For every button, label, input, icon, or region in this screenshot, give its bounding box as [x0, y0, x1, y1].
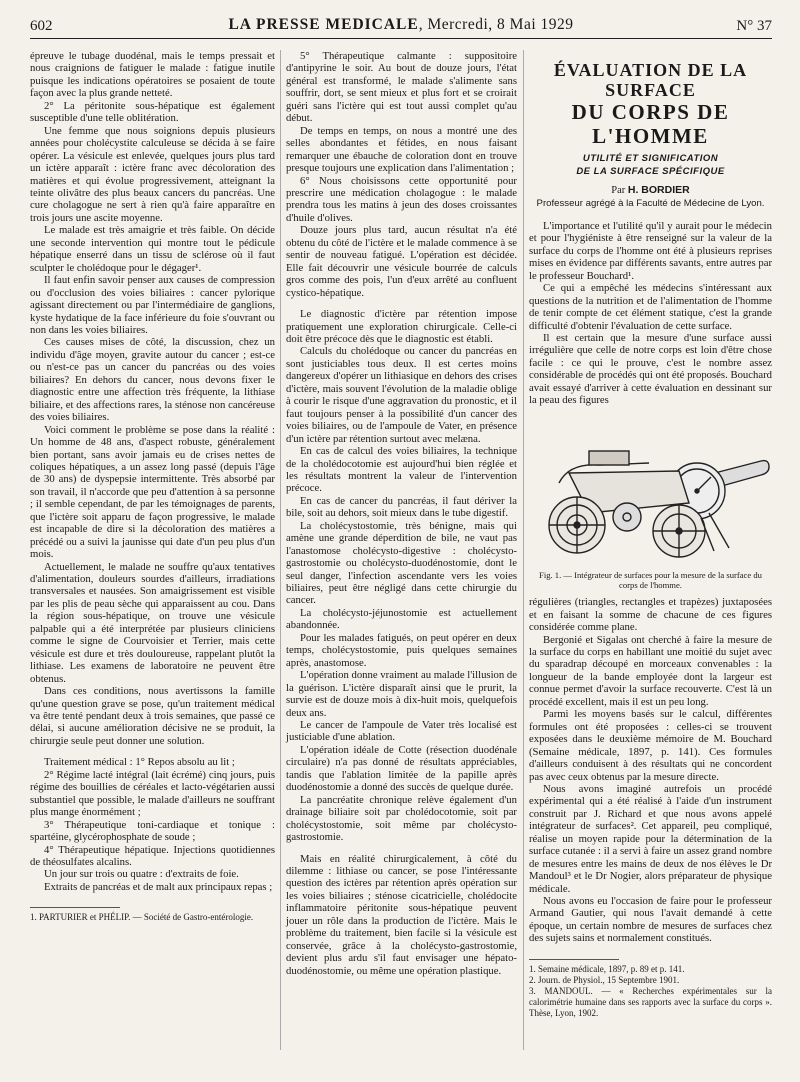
header-rule — [30, 38, 772, 39]
paragraph: L'opération donne vraiment au malade l'illusion de la guérison. L'ictère disparaît ainsi que le prurit, la survie est de douze mois à dix-huit mois, quelquefois deux ans. — [286, 669, 517, 719]
article-title-line-1: ÉVALUATION DE LA SURFACE — [553, 60, 748, 100]
paragraph: En cas de calcul des voies biliaires, la technique de la cholédocotomie est aujourd'hui bien réglée et les résultats montrent la valeur de l'intervention précoce. — [286, 445, 517, 495]
page-header — [30, 16, 772, 38]
issue-number: N° 37 — [736, 18, 772, 34]
paragraph: Traitement médical : 1° Repos absolu au lit ; — [44, 756, 235, 769]
article-subtitle-line-2: DE LA SURFACE SPÉCIFIQUE — [576, 166, 725, 177]
paragraph: régulières (triangles, rectangles et trapèzes) juxtaposées et en faisant la somme de chacune de ces figures considérée comme plane. — [529, 596, 772, 634]
paragraph: Un jour sur trois ou quatre : d'extraits de foie. — [44, 868, 239, 881]
paragraph: Ce qui a empêché les médecins s'intéressant aux questions de la nutrition et de l'alimentation de l'homme de tenir compte de cet élément statique, c'est la grande difficulté d'obtenir l'évaluation de cette surface. — [529, 282, 772, 332]
surface-integrator-illustration — [529, 413, 772, 563]
journal-masthead — [30, 16, 772, 34]
paragraph: Nous avons eu l'occasion de faire pour le professeur Armand Gautier, qui nous l'avait demandé à cette époque, un certain nombre de mesures de surfaces chez des sujets sains et normalement constitués. — [529, 895, 772, 945]
paragraph: Ces causes mises de côté, la discussion, chez un individu d'âge moyen, gravite autour du cancer ; est-ce ou n'est-ce pas un cancer du pancréas ou des voies biliaires? En dehors du cancer, nous devons fixer le diagnostic entre une affection très fréquente, la lithiase biliaire, et des affections rares, la sténose non cancéreuse des voies biliaires. — [30, 336, 275, 424]
author-affiliation: Professeur agrégé à la Faculté de Médecine de Lyon. — [536, 198, 765, 210]
paragraph: Nous avons imaginé autrefois un procédé expérimental qui a été réalisé à l'aide d'un instrument construit par J. Richard et que nous avons appelé intégrateur de surfaces². Cet appareil, peu compliqué, réalise un moyen rapide pour la détermination de la surface cutanée : il a servi à faire un assez grand nombre de mesures entre les mains de deux de nos élèves le Dr Mandoul³ et le Dr Nogier, alors préparateur de physique médicale. — [529, 782, 772, 895]
paragraph: La cholécysto-jéjunostomie est actuellement abandonnée. — [286, 606, 517, 632]
byline-prefix: Par — [611, 185, 628, 196]
paragraph: 2° Régime lacté intégral (lait écrémé) cinq jours, puis régime des bouillies de céréales et lacto-végétarien aussi substantiel que possible, le malade d'ailleurs ne souffrant plus mange énormément ; — [30, 768, 275, 819]
column-divider — [523, 50, 524, 1050]
column-divider — [280, 50, 281, 1050]
paragraph: Il faut enfin savoir penser aux causes de compression ou d'occlusion des voies biliaires : cancer pylorique agissant directement ou par l'intermédiaire de ganglions, kyste hydatique de la face inférieure du foie s'ouvrant ou non dans les voies biliaires. — [30, 274, 275, 336]
paragraph: Le malade est très amaigrie et très faible. On décide une seconde intervention qui montre tout le pédicule hépatique enserré dans un tissu de sclérose où il faut sculpter le cholédoque pour le dégager¹. — [30, 224, 275, 274]
paragraph: 4° Thérapeutique hépatique. Injections quotidiennes de théosulfates alcalins. — [30, 843, 275, 868]
paragraph: Une femme que nous soignions depuis plusieurs années pour cholécystite calculeuse se décida à se faire opérer. La vésicule est enlevée, quelques jours plus tard un ictère apparaît : ictère franc avec décoloration des matières et qui évolue progressivement, atteignant la teinte olivâtre des plus beaux cancers du pancréas. Une cure cholagogue ne sert à rien qu'à faire apparaître en trois jours une ascite moyenne. — [30, 124, 275, 224]
footnote-rule — [529, 959, 619, 960]
paragraph: Actuellement, le malade ne souffre qu'aux tentatives d'alimentation, douleurs sourdes d'ailleurs, irradiations transversales et nausées. Son amaigrissement est visible par les plis de peau sèche qui apparaissent au cou. Dans la région sous-hépatique, on trouve une vésicule palpable qui a été interprétée par plusieurs cliniciens comme le signe de Courvoisier et Terrier, mais cette vésicule est dure et très douloureuse, rappelant plutôt la lithiase. Les examens de laboratoire ne peuvent être obtenus. — [30, 560, 275, 685]
page-number: 602 — [30, 18, 53, 34]
paragraph: Dans ces conditions, nous avertissons la famille qu'une question grave se pose, qu'un traitement médical va être tenté pendant deux à trois semaines, que passé ce délai, si aucune amélioration décisive ne se produit, la chirurgie seule peut donner une solution. — [30, 685, 275, 747]
paragraph: épreuve le tubage duodénal, mais le temps pressait et nous craignions de fatiguer le malade : fatigue inutile puisque les indications opératoires se posaient de toute façon avec la plus grande netteté. — [30, 50, 275, 100]
paragraph: De temps en temps, on nous a montré une des selles abondantes et fétides, en nous faisant remarquer une ébauche de coloration dont en trouve presque toujours une explication dans l'alimentation ; — [286, 124, 517, 175]
paragraph: Le diagnostic d'ictère par rétention impose pratiquement une exploration chirurgicale. Celle-ci doit être précoce dès que le diagnostic est établi. — [286, 308, 517, 345]
author-name: H. BORDIER — [627, 184, 690, 196]
paragraph: En cas de cancer du pancréas, il faut dériver la bile, soit au dehors, soit mieux dans le tube digestif. — [286, 494, 517, 520]
column-2 — [286, 50, 517, 977]
footnote: 2. Journ. de Physiol., 15 Septembre 1901. — [529, 974, 680, 985]
paragraph: Bergonié et Sigalas ont cherché à faire la mesure de la surface du corps en habillant une moitié du sujet avec du sparadrap découpé en morceaux convenables : la longueur de la bande employée dont la largeur est connue permet d'avoir la surface recouverte. C'est là un procédé excellent, mais il est un peu long. — [529, 633, 772, 708]
paragraph: Extraits de pancréas et de malt aux principaux repas ; — [44, 880, 273, 893]
paragraph: Le cancer de l'ampoule de Vater très localisé est justiciable d'une ablation. — [286, 719, 517, 744]
column-3 — [529, 50, 772, 1019]
paragraph: Pour les malades fatigués, on peut opérer en deux temps, cholécystostomie, puis quelques semaines après, anastomose. — [286, 631, 517, 669]
journal-title: LA PRESSE MEDICALE — [228, 16, 419, 33]
article-title-line-2: DU CORPS DE L'HOMME — [571, 100, 730, 148]
column-1 — [30, 50, 275, 923]
paragraph: 3° Thérapeutique toni-cardiaque et tonique : spartéine, glycérophosphate de soude ; — [30, 818, 275, 844]
paragraph: 6° Nous choisissons cette opportunité pour prescrire une médication cholagogue : le malade prendra tous les matins à jeun des doses croissantes d'huile d'olives. — [286, 174, 517, 224]
footnote: 1. Semaine médicale, 1897, p. 89 et p. 141. — [529, 963, 685, 974]
paragraph: Il est certain que la mesure d'une surface aussi irrégulière que celle de notre corps est loin d'être chose facile : ce qui le prouve, c'est le nombre assez considérable de procédés qui ont été proposés. Bouchard avait essayé d'arriver à cette évaluation en dessinant sur la peau des figures — [529, 331, 772, 407]
paragraph: Voici comment le problème se pose dans la réalité : Un homme de 48 ans, d'aspect robuste, généralement bien portant, sans avoir jamais eu de crises nettes de coliques hépatiques, a un assez long passé (depuis l'âge de 30 ans) de dyspepsie intermittente. Très absorbé par son travail, il n'accorde que peu d'attention à sa personne ; il semble cependant, de par les témoignages de parents, que l'ictère soit apparu de façon progressive, le malade est incapable de dire si la décoloration des matières a précédé ou a suivi la jaunisse qui date d'un peu plus d'un mois. — [30, 423, 275, 561]
paragraph: La cholécystostomie, très bénigne, mais qui amène une grande déperdition de bile, ne vaut pas l'anastomose cholécysto-digestive : cholécysto-gastrostomie ou cholécysto-duodénostomie, dont le seul danger, l'infection ascendante vers les voies biliaires, peut être négligé dans cette chirurgie du cancer. — [286, 519, 517, 607]
footnote: 1. PARTURIER et PHÉLIP. — Société de Gastro-entérologie. — [30, 912, 254, 923]
paragraph: Parmi les moyens basés sur le calcul, différentes formules ont été proposées : celles-ci se trouvent exposées dans le deuxième mémoire de M. Bouchard (Semaine médicale, 1897, p. 141). Ces formules d'ailleurs conduisent à des résultats qui ne concordent pas avec ceux obtenus par la mesure directe. — [529, 708, 772, 783]
paragraph: Mais en réalité chirurgicalement, à côté du dilemme : lithiase ou cancer, se pose l'intéressante question des ictères par rétention après opération sur les voies biliaires ; sténose cicatricielle, cholédocite inflammatoire péritonite sous-hépatique peuvent jouer un rôle dans la production de l'ictère. Mais le problème du traitement, bien facile si la vésicule est conservée, grâce à la cholécysto-gastrostomie, devient plus ardu s'il faut envisager une hépato-duodénostomie, ou même une opération plastique. — [286, 852, 517, 977]
paragraph: Calculs du cholédoque ou cancer du pancréas en sont justiciables tous deux. Il est certes moins dangereux d'opérer un lithiasique en dehors des crises d'ictère, mais souvent l'évolution de la maladie oblige à courir le risque d'une aggravation du pronostic, et il faut toujours penser à la possibilité d'un cancer des voies biliaires, ou de l'ampoule de Vater, en présence d'un ictère par rétention surtout avec melæna. — [286, 345, 517, 445]
paragraph: 5° Thérapeutique calmante : suppositoire d'antipyrine le soir. Au bout de douze jours, l'état général est transformé, le malade s'alimente sans souffrir, dort, se sent mieux et plus fort et se croirait guéri sans l'ictère qui est tout aussi complet qu'au début. — [286, 50, 517, 125]
issue-date: , Mercredi, 8 Mai 1929 — [418, 16, 574, 33]
paragraph: Douze jours plus tard, aucun résultat n'a été obtenu du côté de l'ictère et le malade commence à se sentir de nouveau fatigué. L'opération est décidée. Elle fait découvrir une vésicule bourrée de calculs gros comme des pois, l'un d'eux arrêté au confluent cystico-hépatique. — [286, 224, 517, 299]
figure-caption: Fig. 1. — Intégrateur de surfaces pour la mesure de la surface du corps de l'homme. — [539, 570, 762, 591]
paragraph: 2° La péritonite sous-hépatique est également susceptible d'une telle oblitération. — [30, 99, 275, 125]
paragraph: L'opération idéale de Cotte (résection duodénale circulaire) n'a pas donné de résultats appréciables, tandis que l'ablation limitée de la papille après duodénostomie a donné des succès de quelque durée. — [286, 743, 517, 794]
paragraph: La pancréatite chronique relève également d'un drainage biliaire soit par cholédocotomie, soit par cholécystostomie, soit même par cholécysto-gastrostomie. — [286, 793, 517, 844]
footnote: 3. MANDOUL. — « Recherches expérimentales sur la calorimétrie humaine dans ses rapports avec la surface du corps ». Thèse, Lyon, 1902. — [529, 985, 772, 1018]
byline — [529, 184, 772, 197]
article-subtitle-line-1: UTILITÉ ET SIGNIFICATION — [582, 153, 719, 164]
footnote-rule — [30, 907, 120, 908]
paragraph: L'importance et l'utilité qu'il y aurait pour le médecin et pour l'hygiéniste à être renseigné sur la valeur de la surface du corps de l'homme ont été à plusieurs reprises mises en évidence par différents savants, entre autres par le professeur Bouchard¹. — [529, 219, 772, 282]
